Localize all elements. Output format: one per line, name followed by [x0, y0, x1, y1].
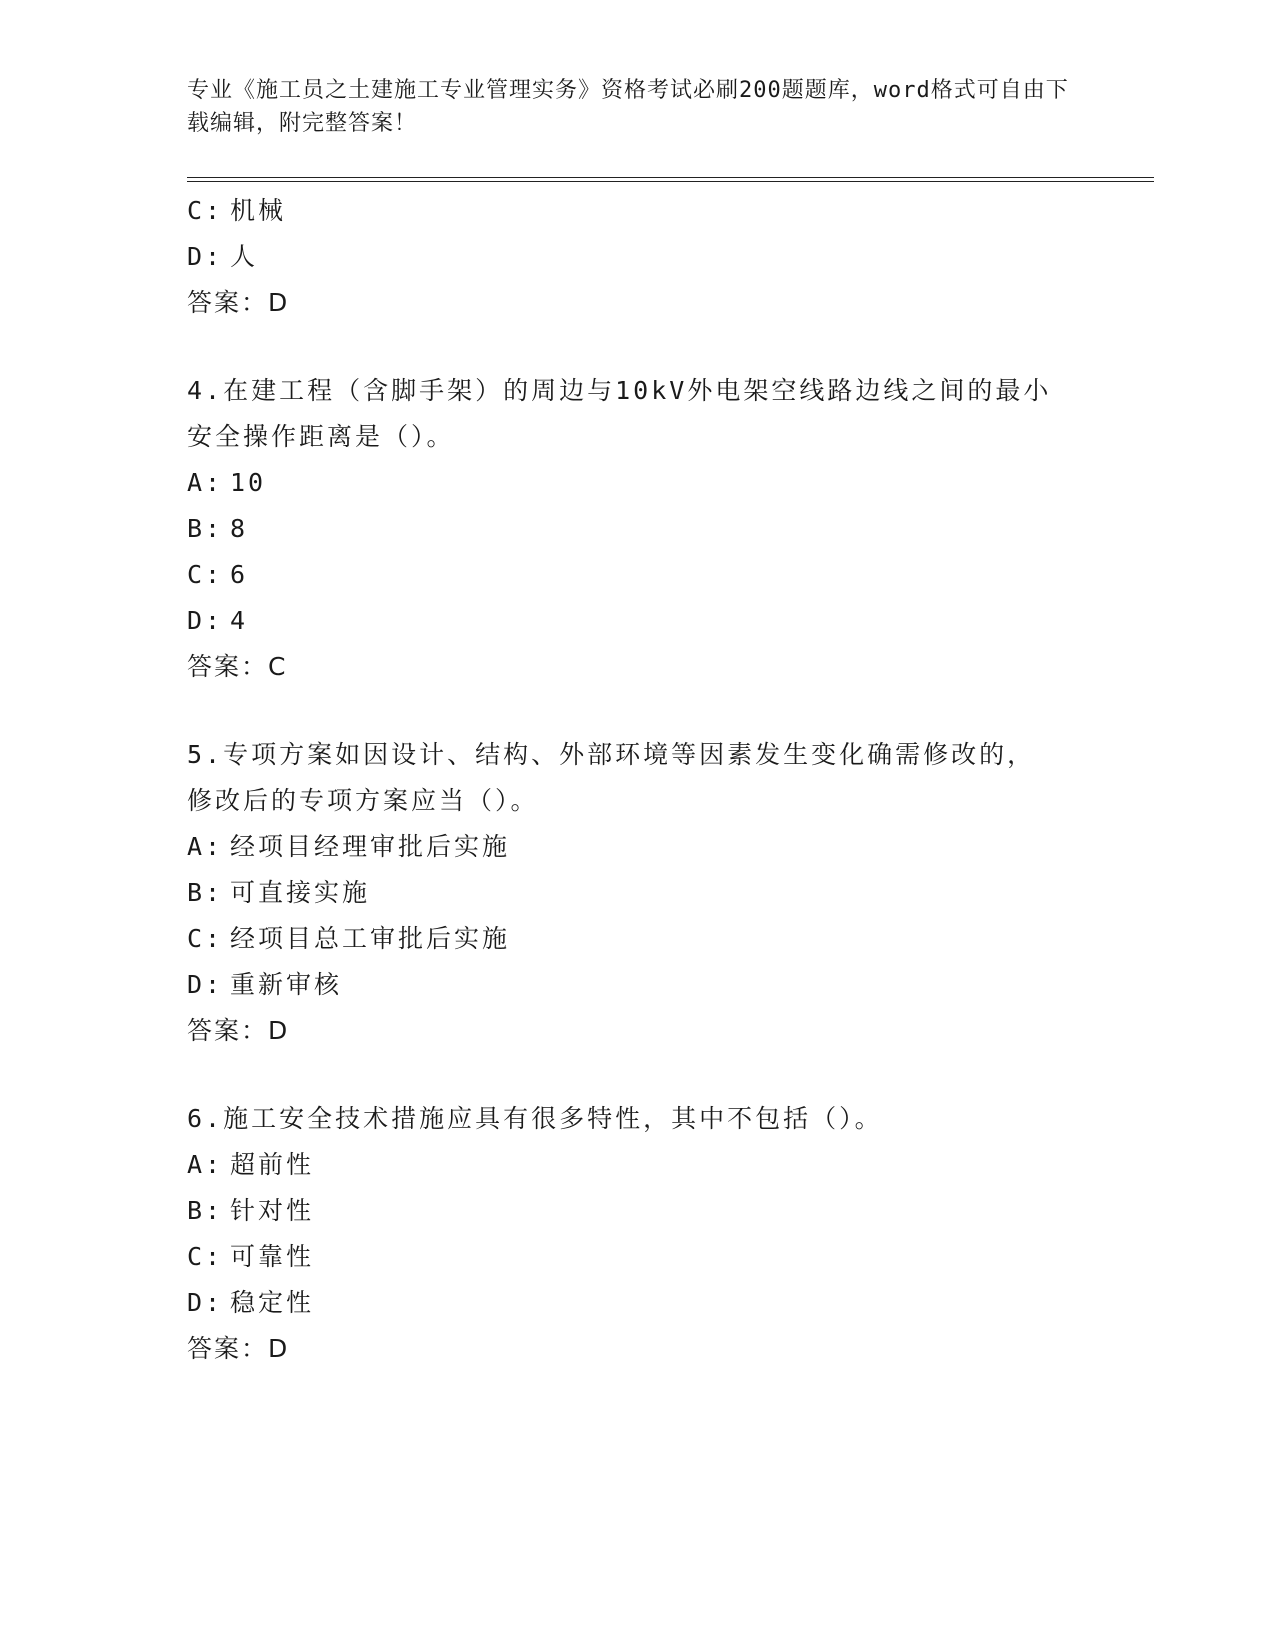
- option-text: 重新审核: [230, 970, 343, 999]
- option-label: B:: [187, 878, 224, 907]
- answer-line: 答案：D: [187, 288, 290, 317]
- document-header: [187, 74, 1087, 140]
- option-text: 6: [230, 560, 249, 589]
- option-text: 经项目总工审批后实施: [230, 924, 511, 953]
- option-label: B:: [187, 1196, 224, 1225]
- option-label: A:: [187, 468, 224, 497]
- option-label: C:: [187, 924, 224, 953]
- option-label: C:: [187, 1242, 224, 1271]
- question-stem-line-1: [187, 368, 1087, 414]
- option-d: [187, 598, 1087, 644]
- option-text: 人: [230, 242, 259, 271]
- question-stem-line-1: [187, 1096, 1087, 1142]
- question-text: 在建工程（含脚手架）的周边与10kV外电架空线路边线之间的最小: [223, 376, 1052, 405]
- question-number: 5.: [187, 740, 224, 769]
- option-d: [187, 1280, 1087, 1326]
- answer-line: 答案：C: [187, 652, 288, 681]
- question-number: 6.: [187, 1104, 224, 1133]
- answer-line: 答案：D: [187, 1334, 290, 1363]
- option-text: 稳定性: [230, 1288, 315, 1317]
- option-b: [187, 1188, 1087, 1234]
- option-b: [187, 506, 1087, 552]
- option-b: [187, 870, 1087, 916]
- option-label: D:: [187, 242, 224, 271]
- option-c: [187, 1234, 1087, 1280]
- option-text: 经项目经理审批后实施: [230, 832, 511, 861]
- option-text: 可靠性: [230, 1242, 315, 1271]
- option-c: [187, 188, 1087, 234]
- question-list: [187, 188, 1087, 1372]
- option-label: D:: [187, 606, 224, 635]
- option-text: 针对性: [230, 1196, 315, 1225]
- option-d: [187, 962, 1087, 1008]
- header-text: 专业《施工员之土建施工专业管理实务》资格考试必刷200题题库，word格式可自由下载编辑，附完整答案！: [187, 78, 1069, 136]
- question-stem-line-1: [187, 732, 1087, 778]
- question-number: 4.: [187, 376, 224, 405]
- option-label: B:: [187, 514, 224, 543]
- spacer: [187, 326, 1087, 368]
- question-3-continued: [187, 188, 1087, 326]
- spacer: [187, 690, 1087, 732]
- question-6: [187, 1096, 1087, 1372]
- option-label: C:: [187, 196, 224, 225]
- option-text: 4: [230, 606, 249, 635]
- question-text: 施工安全技术措施应具有很多特性，其中不包括（）。: [223, 1104, 883, 1133]
- header-divider-top: [187, 177, 1154, 178]
- answer-line: 答案：D: [187, 1016, 290, 1045]
- option-text: 8: [230, 514, 249, 543]
- option-label: D:: [187, 970, 224, 999]
- option-text: 机械: [230, 196, 287, 225]
- option-c: [187, 552, 1087, 598]
- option-label: D:: [187, 1288, 224, 1317]
- header-divider-bottom: [187, 181, 1154, 182]
- option-label: A:: [187, 832, 224, 861]
- option-a: [187, 1142, 1087, 1188]
- question-stem-line-2: 安全操作距离是（）。: [187, 422, 455, 451]
- question-4: [187, 368, 1087, 690]
- option-label: A:: [187, 1150, 224, 1179]
- option-d: [187, 234, 1087, 280]
- option-c: [187, 916, 1087, 962]
- option-text: 可直接实施: [230, 878, 371, 907]
- option-text: 超前性: [230, 1150, 315, 1179]
- option-label: C:: [187, 560, 224, 589]
- spacer: [187, 1054, 1087, 1096]
- question-5: [187, 732, 1087, 1054]
- option-a: [187, 824, 1087, 870]
- option-text: 10: [230, 468, 267, 497]
- question-stem-line-2: 修改后的专项方案应当（）。: [187, 786, 539, 815]
- option-a: [187, 460, 1087, 506]
- question-text: 专项方案如因设计、结构、外部环境等因素发生变化确需修改的，: [223, 740, 1036, 769]
